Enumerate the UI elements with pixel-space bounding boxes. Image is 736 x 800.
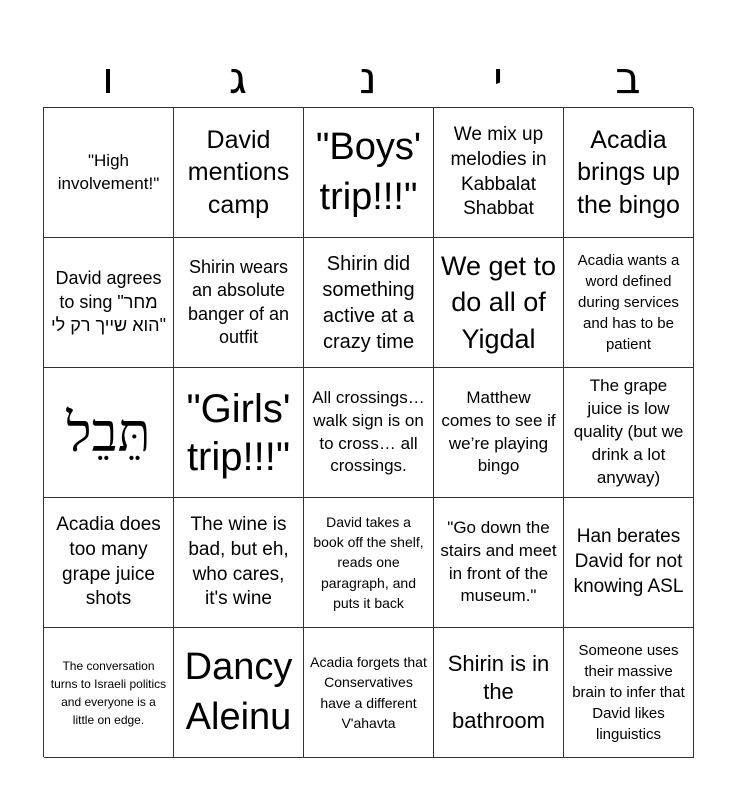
bingo-cell[interactable]: תֵּבֵל — [44, 368, 174, 498]
bingo-cell[interactable]: David takes a book off the shelf, reads one paragraph, and puts it back — [304, 498, 434, 628]
bingo-cell[interactable]: Han berates David for not knowing ASL — [564, 498, 694, 628]
bingo-cell[interactable]: David agrees to sing "מחר הוא שייך רק לי" — [44, 238, 174, 368]
header-letter-5: ב — [615, 53, 641, 104]
bingo-cell[interactable]: Someone uses their massive brain to infer that David likes linguistics — [564, 628, 694, 758]
header-letter-2: ג — [228, 53, 248, 104]
bingo-cell[interactable]: David mentions camp — [174, 108, 304, 238]
bingo-header — [43, 50, 693, 108]
bingo-cell[interactable]: "Boys' trip!!!" — [304, 108, 434, 238]
bingo-cell[interactable]: "Go down the stairs and meet in front of the museum." — [434, 498, 564, 628]
bingo-cell[interactable]: Shirin is in the bathroom — [434, 628, 564, 758]
bingo-cell[interactable]: We get to do all of Yigdal — [434, 238, 564, 368]
bingo-board — [43, 107, 693, 757]
header-letter-1: ו — [102, 53, 114, 104]
header-letter-3: נ — [359, 53, 377, 104]
bingo-cell[interactable]: "High involvement!" — [44, 108, 174, 238]
bingo-cell[interactable]: Dancy Aleinu — [174, 628, 304, 758]
bingo-cell[interactable]: Matthew comes to see if we’re playing bingo — [434, 368, 564, 498]
bingo-cell[interactable]: Acadia wants a word defined during services and has to be patient — [564, 238, 694, 368]
bingo-cell[interactable]: The wine is bad, but eh, who cares, it's wine — [174, 498, 304, 628]
bingo-cell[interactable]: Shirin wears an absolute banger of an outfit — [174, 238, 304, 368]
bingo-cell[interactable]: Acadia brings up the bingo — [564, 108, 694, 238]
bingo-cell[interactable]: The conversation turns to Israeli politics and everyone is a little on edge. — [44, 628, 174, 758]
bingo-cell[interactable]: We mix up melodies in Kabbalat Shabbat — [434, 108, 564, 238]
header-letter-4: י — [493, 53, 503, 104]
bingo-cell[interactable]: The grape juice is low quality (but we drink a lot anyway) — [564, 368, 694, 498]
bingo-cell[interactable]: Acadia does too many grape juice shots — [44, 498, 174, 628]
bingo-cell[interactable]: Acadia forgets that Conservatives have a different V'ahavta — [304, 628, 434, 758]
bingo-cell[interactable]: Shirin did something active at a crazy time — [304, 238, 434, 368]
bingo-cell[interactable]: All crossings… walk sign is on to cross… all crossings. — [304, 368, 434, 498]
bingo-cell[interactable]: "Girls' trip!!!" — [174, 368, 304, 498]
